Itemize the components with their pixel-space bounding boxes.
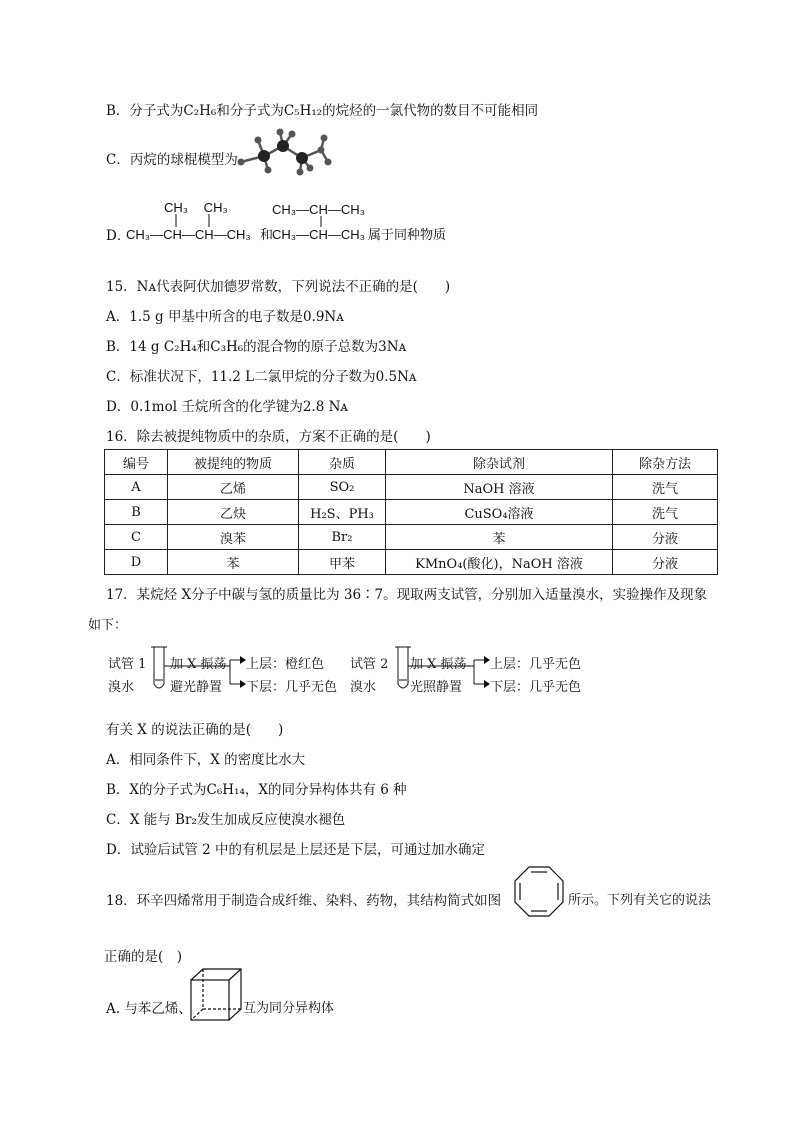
struct2-top: CH₃—CH—CH₃ (272, 202, 365, 217)
q17-stem: 17．某烷烃 X分子中碳与氢的质量比为 36∶7。现取两支试管，分别加入适量溴水，实验操作及现象 (106, 587, 708, 603)
table-cell: A (105, 475, 168, 500)
q14-option-b: B．分子式为C₂H₆和分子式为C₅H₁₂的烷烃的一氯代物的数目不可能相同 (106, 103, 539, 119)
tube1-op2: 避光静置 (170, 680, 223, 695)
tube2-label: 试管 2 (350, 657, 389, 672)
q15-option-a: A．1.5 g 甲基中所含的电子数是0.9Nᴀ (106, 309, 344, 325)
tube1-lower: 下层：几乎无色 (246, 680, 338, 695)
table-cell: 甲苯 (299, 550, 386, 575)
table-cell: 苯 (168, 550, 299, 575)
struct2-main: CH₃—CH—CH₃ (272, 227, 365, 242)
table-cell: H₂S、PH₃ (299, 500, 386, 525)
q17-option-d: D．试验后试管 2 中的有机层是上层还是下层，可通过加水确定 (106, 842, 485, 858)
tube1-label: 试管 1 (108, 657, 147, 672)
table-cell: 洗气 (613, 500, 718, 525)
q14-option-d-and: 和 (260, 228, 274, 243)
q15-stem: 15．Nᴀ代表阿伏加德罗常数，下列说法不正确的是( ) (106, 279, 451, 295)
table-cell: 乙炔 (168, 500, 299, 525)
q15-option-d: D．0.1mol 壬烷所含的化学键为2.8 Nᴀ (106, 399, 349, 415)
tube2-water: 溴水 (350, 680, 377, 695)
q15-option-b: B．14 g C₂H₄和C₃H₆的混合物的原子总数为3Nᴀ (106, 339, 407, 355)
tube2-upper: 上层：几乎无色 (490, 657, 582, 672)
struct1-top: CH₃ CH₃ (164, 200, 228, 215)
q16-stem: 16．除去被提纯物质中的杂质，方案不正确的是( ) (106, 429, 431, 445)
q17-option-b: B．X的分子式为C₆H₁₄，X的同分异构体共有 6 种 (106, 782, 407, 798)
cubane-structure (188, 966, 244, 1024)
q18-stem-cont: 正确的是( ) (104, 949, 183, 965)
table-cell: 溴苯 (168, 525, 299, 550)
q14-option-c: C．丙烷的球棍模型为 (106, 152, 238, 168)
table-cell: B (105, 500, 168, 525)
q18-option-a-suffix: 互为同分异构体 (243, 1001, 335, 1016)
table-cell: SO₂ (299, 475, 386, 500)
table-cell: 分液 (613, 525, 718, 550)
table-cell: NaOH 溶液 (386, 475, 613, 500)
tube1-op1: 加 X 振荡 (170, 657, 227, 672)
struct1-main: CH₃—CH—CH—CH₃ (126, 227, 251, 242)
table-header: 杂质 (299, 450, 386, 475)
tube1-water: 溴水 (108, 680, 135, 695)
table-cell: D (105, 550, 168, 575)
table-cell: 苯 (386, 525, 613, 550)
tube2-op1: 加 X 振荡 (410, 657, 467, 672)
table-header: 被提纯的物质 (168, 450, 299, 475)
tube1-upper: 上层：橙红色 (246, 657, 325, 672)
q18-stem-b: 所示。下列有关它的说法 (568, 893, 712, 908)
q18-stem-a: 18．环辛四烯常用于制造合成纤维、染料、药物，其结构简式如图 (106, 893, 502, 909)
table-header: 编号 (105, 450, 168, 475)
q17-stem-cont: 如下： (88, 618, 128, 633)
q17-ask: 有关 X 的说法正确的是( ) (106, 722, 284, 738)
table-cell: 分液 (613, 550, 718, 575)
table-cell: C (105, 525, 168, 550)
q18-option-a-prefix: A. 与苯乙烯、 (106, 1001, 192, 1017)
table-cell: Br₂ (299, 525, 386, 550)
q14-option-d-suffix: 属于同种物质 (368, 228, 447, 243)
q17-option-a: A．相同条件下，X 的密度比水大 (106, 752, 306, 768)
tube2-op2: 光照静置 (410, 680, 463, 695)
table-cell: 乙烯 (168, 475, 299, 500)
q17-option-c: C．X 能与 Br₂发生加成反应使溴水褪色 (106, 812, 346, 828)
table-cell: KMnO₄(酸化)，NaOH 溶液 (386, 550, 613, 575)
table-cell: 洗气 (613, 475, 718, 500)
q14-option-d-prefix: D． (106, 228, 131, 244)
table-header: 除杂方法 (613, 450, 718, 475)
tube2-lower: 下层：几乎无色 (490, 680, 582, 695)
table-cell: CuSO₄溶液 (386, 500, 613, 525)
q15-option-c: C．标准状况下，11.2 L二氯甲烷的分子数为0.5Nᴀ (106, 369, 417, 385)
table-header: 除杂试剂 (386, 450, 613, 475)
cyclooctatetraene-structure (512, 864, 566, 920)
